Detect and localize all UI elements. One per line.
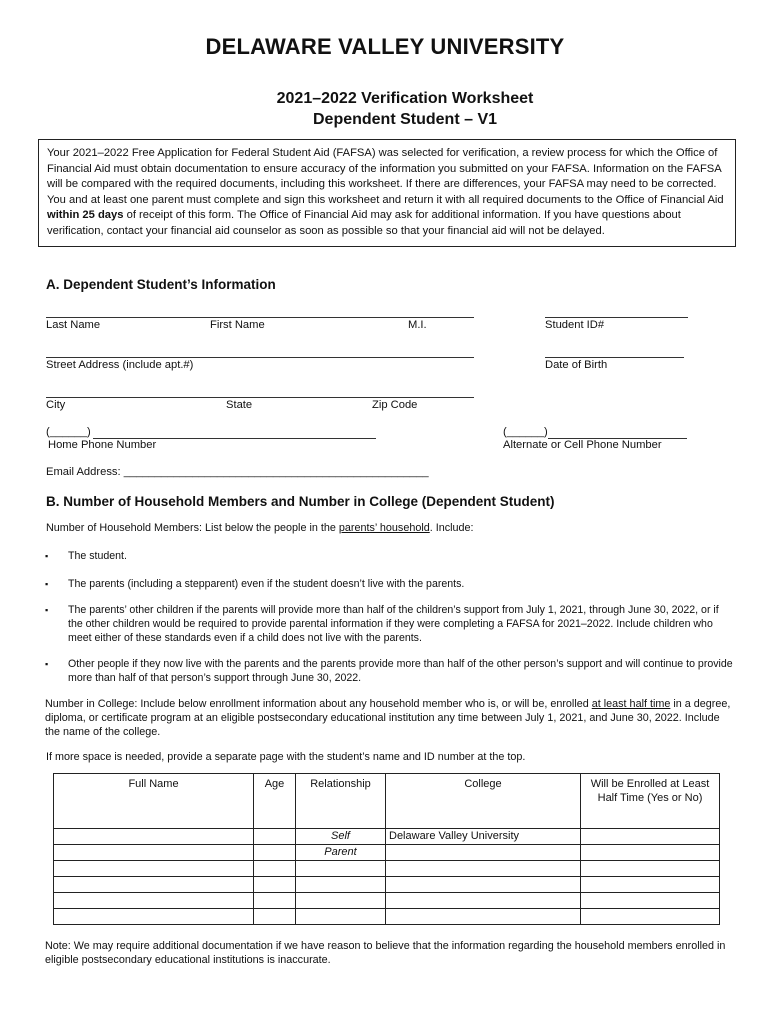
alt-phone-label: Alternate or Cell Phone Number [503, 439, 662, 451]
intro-notice-box [38, 139, 736, 247]
email-field[interactable]: Email Address: _________________________________________________ [46, 466, 429, 478]
bullet-icon: ▪ [45, 605, 49, 615]
table-row [54, 877, 720, 893]
bullet-icon: ▪ [45, 579, 49, 589]
household-table [53, 773, 720, 925]
enrolled-cell[interactable] [581, 893, 720, 909]
relationship-cell: Self [296, 829, 386, 845]
state-label: State [226, 399, 253, 411]
bullet-item [45, 577, 735, 591]
intro-text-part1: Your 2021–2022 Free Application for Federal Student Aid (FAFSA) was selected for verification, a review process for which the Office of Financial Aid must obtain documentation to ensure accuracy of the information you submitted on your FAFSA. Information on the FAFSA will be compared with the required documents, including this worksheet. If there are differences, your FAFSA may need to be corrected. You and at least one parent must complete and sign this worksheet and return it with all required documents to the Office of Financial Aid [47, 147, 724, 206]
city-label: City [46, 399, 66, 411]
household-intro-end: . Include: [429, 522, 474, 534]
enrolled-cell[interactable] [581, 829, 720, 845]
full-name-cell[interactable] [54, 893, 254, 909]
intro-text [47, 146, 727, 239]
household-intro [46, 522, 474, 534]
relationship-cell[interactable] [296, 877, 386, 893]
full-name-cell[interactable] [54, 845, 254, 861]
full-name-cell[interactable] [54, 877, 254, 893]
bullet-text: The student. [68, 550, 127, 562]
full-name-cell[interactable] [54, 829, 254, 845]
age-cell[interactable] [254, 909, 296, 925]
street-label: Street Address (include apt.#) [46, 359, 194, 371]
age-cell[interactable] [254, 877, 296, 893]
relationship-cell[interactable] [296, 893, 386, 909]
relationship-cell[interactable] [296, 909, 386, 925]
intro-text-part2: of receipt of this form. The Office of Financial Aid may ask for additional information. If you have questions about verification, contact your financial aid counselor as soon as possible so that your financial aid will not be delayed. [47, 209, 681, 237]
intro-deadline: within 25 days [47, 209, 124, 221]
enrolled-cell[interactable] [581, 861, 720, 877]
name-line[interactable] [46, 317, 474, 318]
col-header-college: College [386, 774, 581, 829]
first-name-label: First Name [210, 319, 265, 331]
table-row [54, 893, 720, 909]
dob-label: Date of Birth [545, 359, 608, 371]
col-header-relationship: Relationship [296, 774, 386, 829]
section-b-heading: B. Number of Household Members and Number in College (Dependent Student) [46, 494, 555, 509]
bullet-icon: ▪ [45, 551, 49, 561]
university-title: DELAWARE VALLEY UNIVERSITY [205, 34, 565, 59]
street-line[interactable] [46, 357, 474, 358]
half-time-term: at least half time [591, 698, 671, 710]
student-id-line[interactable] [545, 317, 688, 318]
college-cell[interactable] [386, 893, 581, 909]
bullet-text: The parents (including a stepparent) even if the student doesn’t live with the parents. [68, 578, 465, 590]
more-space-note: If more space is needed, provide a separate page with the student’s name and ID number at the top. [46, 751, 526, 763]
last-name-label: Last Name [46, 319, 101, 331]
bullet-item [45, 603, 735, 645]
enrolled-cell[interactable] [581, 909, 720, 925]
col-header-enrolled: Will be Enrolled at Least Half Time (Yes or No) [581, 774, 720, 829]
student-id-label: Student ID# [545, 319, 605, 331]
college-cell[interactable]: Delaware Valley University [386, 829, 581, 845]
table-row [54, 845, 720, 861]
worksheet-title: 2021–2022 Verification Worksheet [276, 90, 534, 107]
bullet-icon: ▪ [45, 659, 49, 669]
home-phone-area: (______) [46, 426, 91, 438]
table-header-row [54, 774, 720, 829]
full-name-cell[interactable] [54, 909, 254, 925]
household-intro-text: Number of Household Members: List below the people in the [46, 522, 339, 534]
footer-note: Note: We may require additional documentation if we have reason to believe that the information regarding the household members enrolled in eligible postsecondary educational institutions is inaccurate. [45, 940, 726, 966]
mi-label: M.I. [408, 319, 427, 331]
college-cell[interactable] [386, 845, 581, 861]
college-cell[interactable] [386, 909, 581, 925]
section-a-heading: A. Dependent Student’s Information [46, 277, 276, 292]
number-in-college-paragraph [45, 697, 735, 739]
parents-household-term: parents’ household [338, 522, 430, 534]
dob-line[interactable] [545, 357, 684, 358]
bullet-item [45, 657, 735, 685]
age-cell[interactable] [254, 861, 296, 877]
home-phone-label: Home Phone Number [48, 439, 157, 451]
bullet-text: The parents’ other children if the parents will provide more than half of the children’s support from July 1, 2021, through June 30, 2022, or if the other children would be required to provide parental information if they were completing a FAFSA for 2021–2022. Include children who meet either of these standards even if a child does not live with the parents. [68, 604, 719, 644]
age-cell[interactable] [254, 893, 296, 909]
bullet-item [45, 549, 735, 563]
city-line[interactable] [46, 397, 474, 398]
college-cell[interactable] [386, 877, 581, 893]
full-name-cell[interactable] [54, 861, 254, 877]
college-cell[interactable] [386, 861, 581, 877]
worksheet-subtitle: Dependent Student – V1 [312, 111, 498, 128]
college-text-part1: Number in College: Include below enrollment information about any household member who is, or will be, enrolled [45, 698, 592, 710]
enrolled-cell[interactable] [581, 845, 720, 861]
age-cell[interactable] [254, 829, 296, 845]
table-row [54, 909, 720, 925]
zip-label: Zip Code [372, 399, 418, 411]
table-row [54, 829, 720, 845]
table-row [54, 861, 720, 877]
relationship-cell: Parent [296, 845, 386, 861]
age-cell[interactable] [254, 845, 296, 861]
alt-phone-area: (______) [503, 426, 548, 438]
bullet-text: Other people if they now live with the parents and the parents provide more than half of the other person’s support and will continue to provide more than half of that person’s support through June 30, 2022. [68, 658, 733, 684]
col-header-full-name: Full Name [54, 774, 254, 829]
worksheet-title-block [0, 88, 770, 130]
college-text-part2: in a degree, diploma, or certificate program at an eligible postsecondary educational institution any time between July 1, 2021, and June 30, 2022. Include the name of the college. [45, 698, 731, 738]
relationship-cell[interactable] [296, 861, 386, 877]
enrolled-cell[interactable] [581, 877, 720, 893]
col-header-age: Age [254, 774, 296, 829]
